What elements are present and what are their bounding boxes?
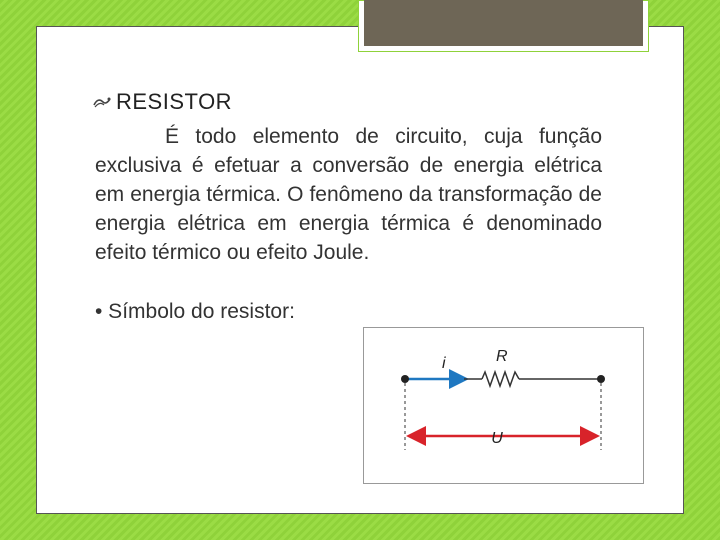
- terminal-right: [597, 375, 605, 383]
- current-label: i: [442, 355, 446, 372]
- resistor-diagram: [363, 327, 644, 484]
- heading: [92, 88, 232, 116]
- heading-text: RESISTOR: [116, 89, 233, 114]
- resistor-label: R: [496, 348, 508, 365]
- definition-paragraph: É todo elemento de circuito, cuja função exclusiva é efetuar a conversão de energia elétrica em energia térmica. O fenômeno da transformação de energia elétrica em energia térmica é denominado efeito térmico ou efeito Joule.: [95, 125, 602, 264]
- terminal-left: [401, 375, 409, 383]
- voltage-label: U: [491, 430, 503, 447]
- symbol-label: • Símbolo do resistor:: [95, 300, 295, 323]
- decorative-swirl-icon: [92, 95, 112, 109]
- decorative-block: [364, 0, 643, 46]
- resistor-zigzag: [482, 372, 519, 386]
- resistor-symbol-svg: [364, 328, 645, 485]
